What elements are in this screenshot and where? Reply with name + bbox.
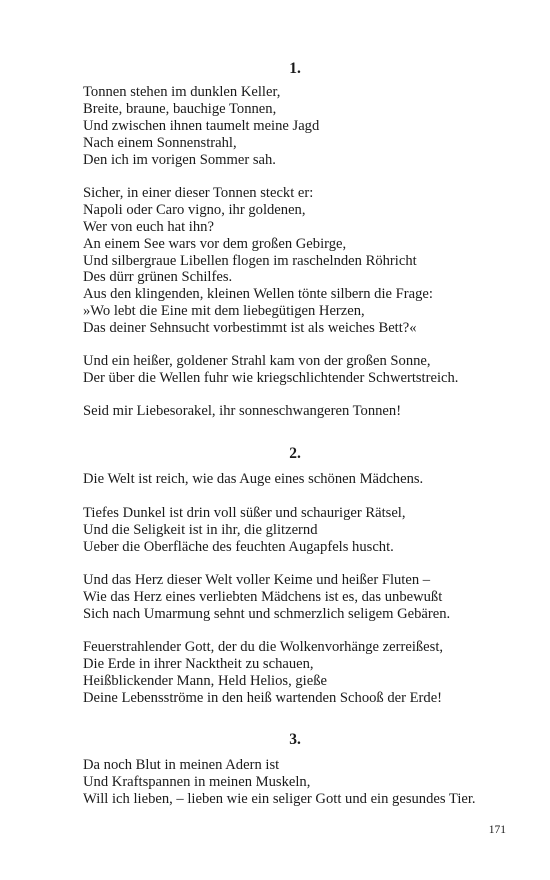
page-number: 171 xyxy=(488,824,506,836)
verse-line: Ueber die Oberfläche des feuchten Augapfels huscht. xyxy=(83,538,394,555)
verse-line: Will ich lieben, – lieben wie ein seliger Gott und ein gesundes Tier. xyxy=(83,790,476,807)
verse-line: Deine Lebensströme in den heiß wartenden Schooß der Erde! xyxy=(83,689,443,706)
stanza xyxy=(83,471,533,488)
stanza xyxy=(83,84,533,168)
verse-line: Breite, braune, bauchige Tonnen, xyxy=(83,100,277,117)
verse-line: Den ich im vorigen Sommer sah. xyxy=(83,151,276,168)
section-number-3: 3. xyxy=(289,731,301,748)
verse-line: Und das Herz dieser Welt voller Keime und heißer Fluten – xyxy=(83,572,431,588)
stanza xyxy=(83,757,533,808)
verse-line: Die Welt ist reich, wie das Auge eines schönen Mädchens. xyxy=(83,471,424,487)
verse-line: Und Kraftspannen in meinen Muskeln, xyxy=(83,773,311,790)
stanza xyxy=(83,639,533,707)
stanza xyxy=(83,505,533,556)
stanza xyxy=(83,185,533,337)
verse-line: Und silbergraue Libellen flogen im raschelnden Röhricht xyxy=(83,252,417,269)
verse-line: Und zwischen ihnen taumelt meine Jagd xyxy=(83,117,320,134)
section-number-1: 1. xyxy=(289,60,301,77)
verse-line: Das deiner Sehnsucht vorbestimmt ist als weiches Bett?« xyxy=(83,320,417,337)
verse-line: Napoli oder Caro vigno, ihr goldenen, xyxy=(83,201,306,218)
verse-line: Sich nach Umarmung sehnt und schmerzlich seligem Gebären. xyxy=(83,605,451,622)
verse-line: Des dürr grünen Schilfes. xyxy=(83,269,233,286)
verse-line: Und ein heißer, goldener Strahl kam von der großen Sonne, xyxy=(83,353,431,369)
verse-line: Und die Seligkeit ist in ihr, die glitzernd xyxy=(83,521,318,538)
verse-line: Der über die Wellen fuhr wie kriegschlichtender Schwertstreich. xyxy=(83,369,459,386)
verse-line: Wer von euch hat ihn? xyxy=(83,218,214,235)
verse-line: Die Erde in ihrer Nacktheit zu schauen, xyxy=(83,655,314,672)
stanza xyxy=(83,403,533,420)
verse-line: Tonnen stehen im dunklen Keller, xyxy=(83,84,281,100)
verse-line: An einem See wars vor dem großen Gebirge, xyxy=(83,235,347,252)
verse-line: Tiefes Dunkel ist drin voll süßer und schauriger Rätsel, xyxy=(83,505,406,521)
verse-line: Seid mir Liebesorakel, ihr sonneschwangeren Tonnen! xyxy=(83,403,402,419)
stanza xyxy=(83,353,533,387)
verse-line: Nach einem Sonnenstrahl, xyxy=(83,134,237,151)
verse-line: Wie das Herz eines verliebten Mädchens ist es, das unbewußt xyxy=(83,588,443,605)
stanza xyxy=(83,572,533,623)
verse-line: Da noch Blut in meinen Adern ist xyxy=(83,757,280,773)
verse-line: Aus den klingenden, kleinen Wellen tönte silbern die Frage: xyxy=(83,286,433,303)
section-number-2: 2. xyxy=(289,445,301,462)
verse-line: »Wo lebt die Eine mit dem liebegütigen Herzen, xyxy=(83,303,365,320)
verse-line: Sicher, in einer dieser Tonnen steckt er: xyxy=(83,185,314,201)
verse-line: Heißblickender Mann, Held Helios, gieße xyxy=(83,672,327,689)
verse-line: Feuerstrahlender Gott, der du die Wolkenvorhänge zerreißest, xyxy=(83,639,444,655)
